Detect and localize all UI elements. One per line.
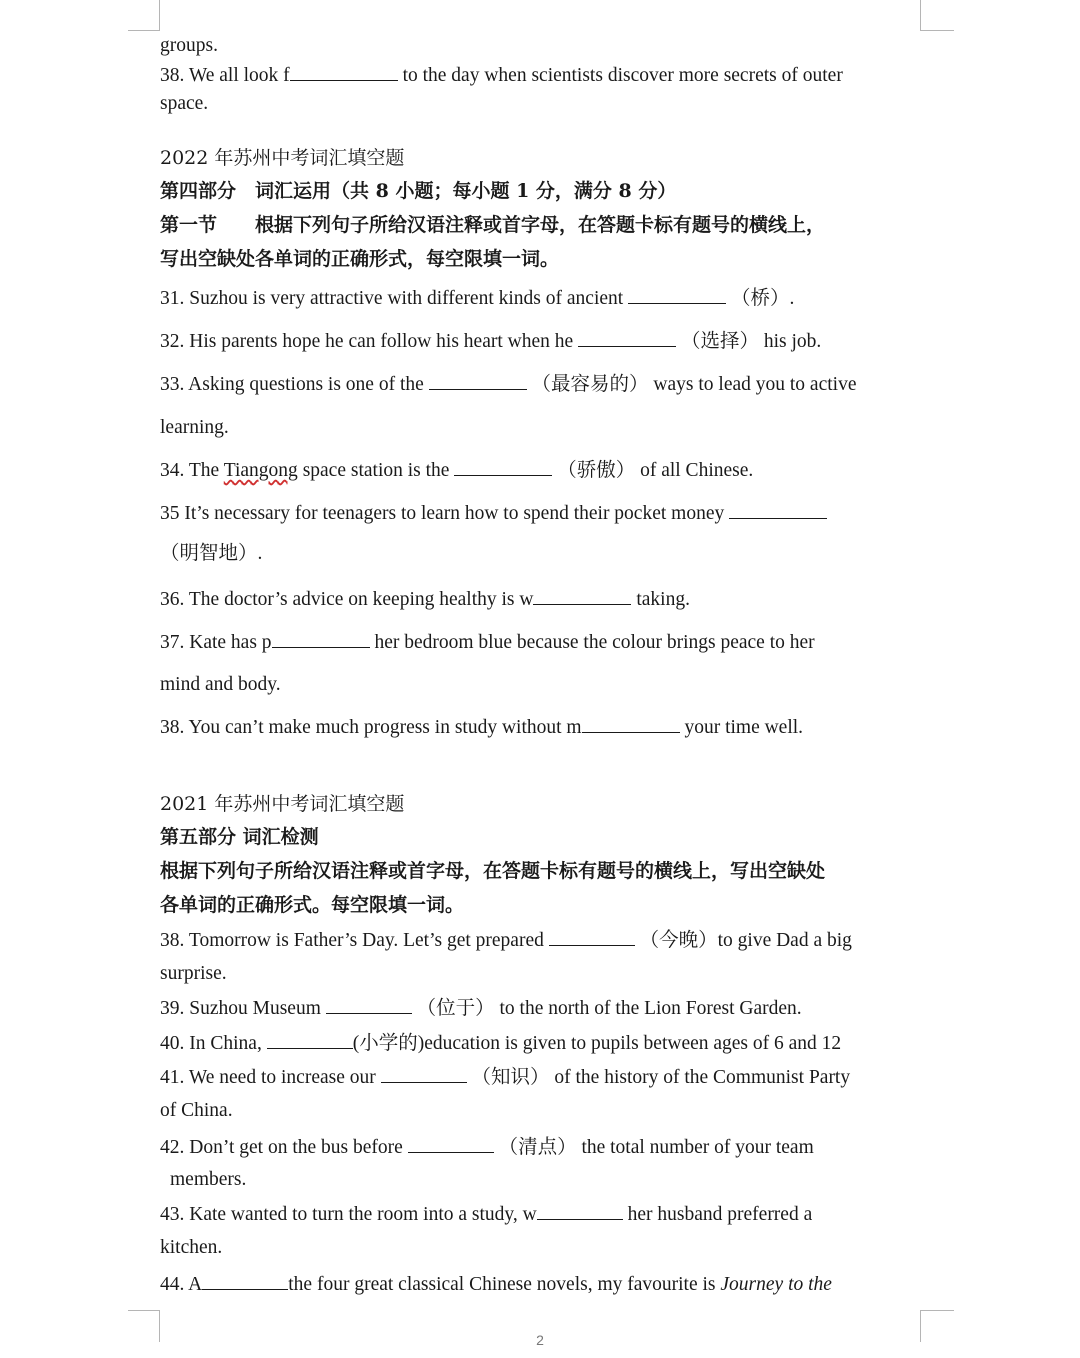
answer-blank[interactable] bbox=[429, 371, 527, 390]
answer-blank[interactable] bbox=[549, 927, 635, 946]
spellcheck-word: Tiangong bbox=[223, 460, 298, 481]
crop-mark-top-left bbox=[128, 30, 160, 31]
page-number: 2 bbox=[536, 1332, 544, 1348]
part-heading: 第五部分 词汇检测 bbox=[160, 826, 319, 848]
text-line: kitchen. bbox=[160, 1237, 223, 1258]
question-35: 35 It’s necessary for teenagers to learn how to spend their pocket money bbox=[160, 500, 827, 527]
part-heading: 第四部分 词汇运用（共 8 小题；每小题 1 分，满分 8 分） bbox=[160, 180, 677, 202]
question-33: 33. Asking questions is one of the （最容易的） ways to lead you to active bbox=[160, 371, 857, 398]
crop-mark-top-left bbox=[159, 0, 160, 30]
answer-blank[interactable] bbox=[582, 714, 680, 733]
answer-blank[interactable] bbox=[729, 500, 827, 519]
question-43: 43. Kate wanted to turn the room into a study, w her husband preferred a bbox=[160, 1201, 812, 1228]
answer-blank[interactable] bbox=[326, 995, 412, 1014]
answer-blank[interactable] bbox=[267, 1030, 353, 1049]
text-line: of China. bbox=[160, 1100, 233, 1121]
question-34: 34. The Tiangong space station is the （骄傲） of all Chinese. bbox=[160, 457, 753, 484]
answer-blank[interactable] bbox=[408, 1134, 494, 1153]
answer-blank[interactable] bbox=[578, 328, 676, 347]
crop-mark-bottom-right bbox=[920, 1310, 954, 1311]
answer-blank[interactable] bbox=[533, 586, 631, 605]
crop-mark-top-right bbox=[920, 30, 954, 31]
question-38-2023: 38. We all look f to the day when scientists discover more secrets of outer bbox=[160, 62, 843, 89]
instruction-line: 各单词的正确形式。每空限填一词。 bbox=[160, 894, 465, 916]
instruction-line: 第一节 根据下列句子所给汉语注释或首字母，在答题卡标有题号的横线上， bbox=[160, 214, 826, 236]
question-36: 36. The doctor’s advice on keeping healthy is w taking. bbox=[160, 586, 690, 613]
question-40: 40. In China, (小学的)education is given to pupils between ages of 6 and 12 bbox=[160, 1030, 841, 1057]
text-line: surprise. bbox=[160, 963, 227, 984]
answer-blank[interactable] bbox=[628, 285, 726, 304]
question-37: 37. Kate has p her bedroom blue because the colour brings peace to her bbox=[160, 629, 815, 656]
question-32: 32. His parents hope he can follow his heart when he （选择） his job. bbox=[160, 328, 821, 355]
question-38-2022: 38. You can’t make much progress in study without m your time well. bbox=[160, 714, 803, 741]
question-44: 44. A the four great classical Chinese novels, my favourite is Journey to the bbox=[160, 1271, 832, 1298]
book-title: Journey to the bbox=[720, 1274, 832, 1295]
instruction-line: 根据下列句子所给汉语注释或首字母，在答题卡标有题号的横线上，写出空缺处 bbox=[160, 860, 826, 882]
answer-blank[interactable] bbox=[272, 629, 370, 648]
answer-blank[interactable] bbox=[537, 1201, 623, 1220]
question-38-2021: 38. Tomorrow is Father’s Day. Let’s get prepared （今晚）to give Dad a big bbox=[160, 927, 852, 954]
answer-blank[interactable] bbox=[290, 62, 398, 81]
text-line: mind and body. bbox=[160, 674, 281, 695]
question-41: 41. We need to increase our （知识） of the history of the Communist Party bbox=[160, 1064, 850, 1091]
answer-blank[interactable] bbox=[381, 1064, 467, 1083]
answer-blank[interactable] bbox=[454, 457, 552, 476]
text-line: learning. bbox=[160, 417, 229, 438]
question-42: 42. Don’t get on the bus before （清点） the total number of your team bbox=[160, 1134, 814, 1161]
crop-mark-bottom-left bbox=[128, 1310, 160, 1311]
text-line: space. bbox=[160, 93, 209, 114]
question-39: 39. Suzhou Museum （位于） to the north of the Lion Forest Garden. bbox=[160, 995, 802, 1022]
section-heading-2022: 2022 年苏州中考词汇填空题 bbox=[160, 147, 405, 169]
crop-mark-top-right bbox=[920, 0, 921, 30]
section-heading-2021: 2021 年苏州中考词汇填空题 bbox=[160, 793, 405, 815]
instruction-line: 写出空缺处各单词的正确形式，每空限填一词。 bbox=[160, 248, 560, 270]
text-line: members. bbox=[170, 1169, 247, 1190]
text-line: groups. bbox=[160, 35, 218, 56]
text-line: （明智地）. bbox=[160, 543, 263, 564]
question-31: 31. Suzhou is very attractive with different kinds of ancient （桥）. bbox=[160, 285, 794, 312]
answer-blank[interactable] bbox=[202, 1271, 288, 1290]
